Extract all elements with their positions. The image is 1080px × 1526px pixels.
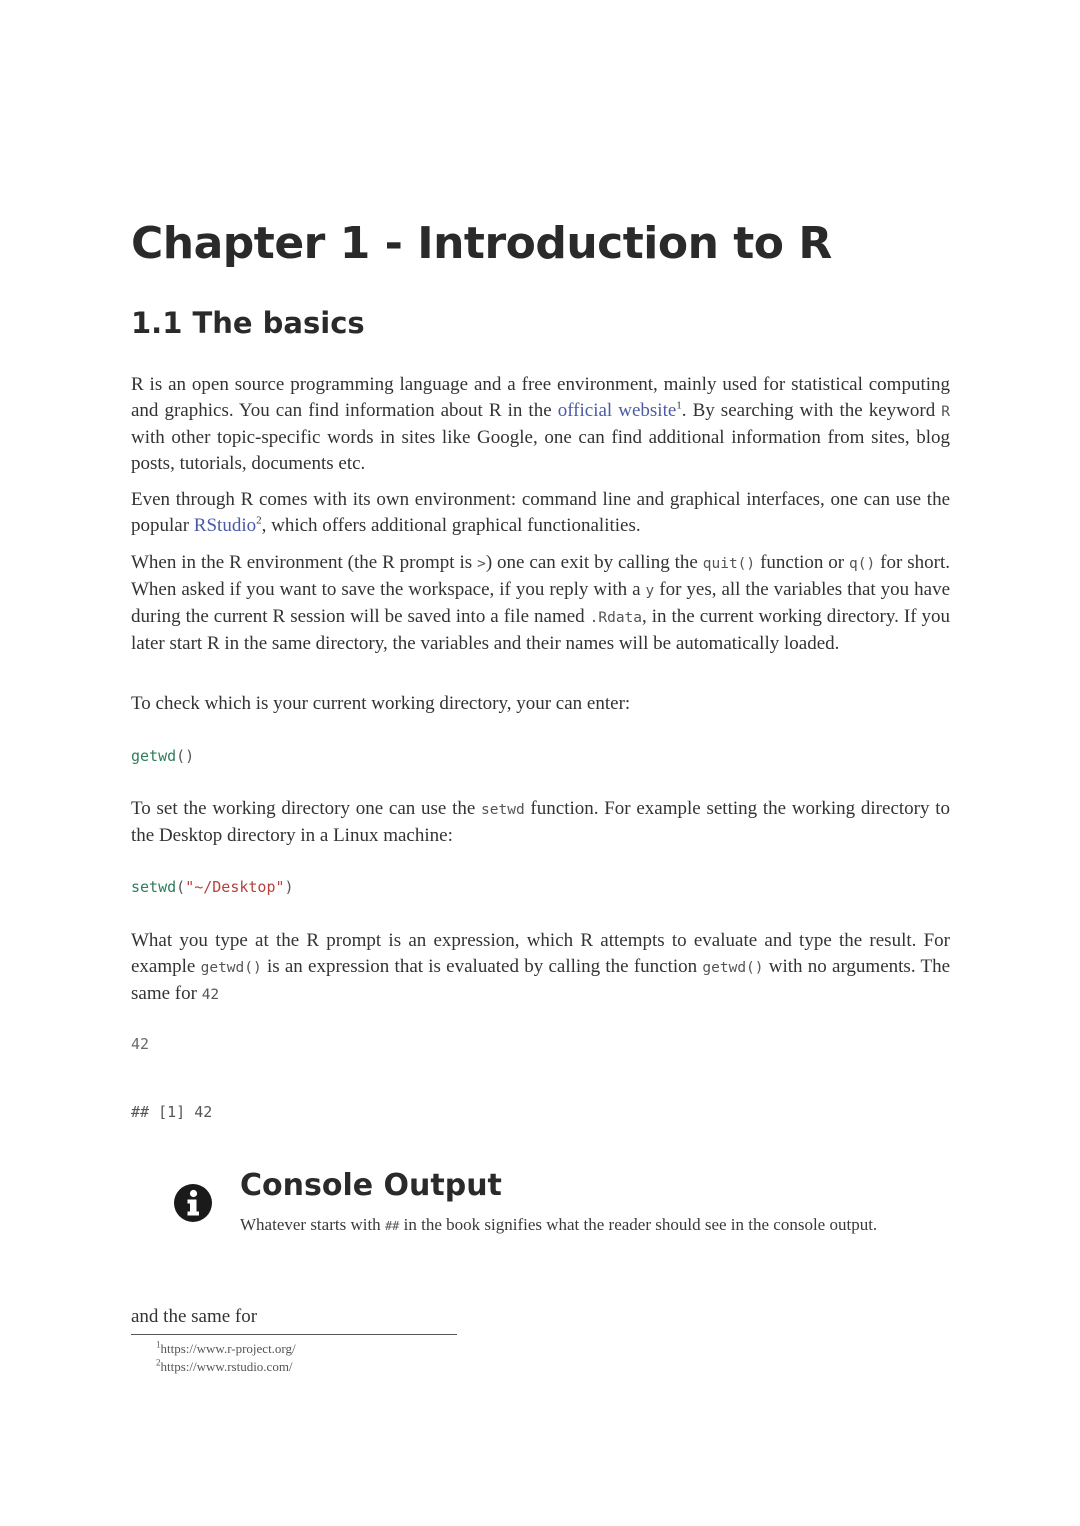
paragraph-and-same: and the same for bbox=[131, 1306, 258, 1327]
chapter-title: Chapter 1 - Introduction to R bbox=[131, 218, 832, 269]
footnote-divider bbox=[131, 1334, 457, 1335]
paragraph-setwd: To set the working directory one can use the setwd function. For example setting the working directory to the Desktop directory in a Linux machine: bbox=[131, 798, 950, 846]
code-block-getwd bbox=[131, 745, 194, 767]
inline-code-prompt: > bbox=[477, 556, 486, 572]
footnote-ref-2[interactable]: 2 bbox=[256, 514, 262, 527]
inline-code-getwd: getwd() bbox=[200, 960, 262, 976]
callout-body: Whatever starts with ## in the book signifies what the reader should see in the console output. bbox=[240, 1215, 878, 1234]
inline-code-42: 42 bbox=[201, 987, 220, 1003]
footnote-2: $^2$https://www.rstudio.com/ bbox=[156, 1357, 293, 1374]
official-website-link[interactable]: official website bbox=[557, 400, 677, 421]
code-function-name: getwd bbox=[131, 747, 177, 765]
footnote-ref-1[interactable]: 1 bbox=[676, 399, 682, 412]
inline-code-getwd: getwd() bbox=[702, 960, 764, 976]
code-function-name: setwd bbox=[131, 878, 177, 896]
paragraph-intro: R is an open source programming language and a free environment, mainly used for statistical computing and graphics. You can find information about R in the official website$^1$. By searching with the keyword R with other topic-specific words in sites like Google, one can find additional information from sites, blog posts, tutorials, documents etc. bbox=[131, 374, 951, 474]
code-open-paren: ( bbox=[176, 878, 186, 896]
paragraph-environment: When in the R environment (the R prompt is >) one can exit by calling the quit() function or q() for short. When asked if you want to save the workspace, if you reply with a y for yes, all the variables that you have during the current R session will be saved into a file named .Rdata, in the current working directory. If you later start R in the same directory, the variables and their names will be automatically loaded. bbox=[131, 552, 950, 654]
inline-code-setwd: setwd bbox=[481, 802, 525, 818]
inline-code-quit: quit() bbox=[702, 556, 756, 572]
code-block-setwd bbox=[131, 876, 294, 898]
inline-code-hash: ## bbox=[384, 1219, 400, 1233]
info-icon bbox=[173, 1183, 213, 1223]
paragraph-expression: What you type at the R prompt is an expression, which R attempts to evaluate and type the result. For example getwd() is an expression that is evaluated by calling the function getwd() with no arguments. The same for 42 bbox=[131, 930, 950, 1004]
inline-code-rdata: .Rdata bbox=[589, 610, 643, 626]
footnote-2-url[interactable]: https://www.rstudio.com/ bbox=[160, 1359, 293, 1374]
inline-code-r: R bbox=[941, 404, 951, 420]
rstudio-link[interactable]: RStudio bbox=[193, 515, 257, 536]
inline-code-y: y bbox=[645, 583, 655, 599]
console-output-block: ## [1] 42 bbox=[131, 1103, 213, 1121]
footnote-1-url[interactable]: https://www.r-project.org/ bbox=[160, 1341, 296, 1356]
paragraph-check-directory: To check which is your current working directory, your can enter: bbox=[131, 693, 631, 714]
inline-code-q: q() bbox=[849, 556, 876, 572]
code-string: "~/Desktop" bbox=[185, 878, 285, 896]
code-parens: () bbox=[176, 747, 195, 765]
callout-title: Console Output bbox=[240, 1168, 502, 1203]
code-block-42: 42 bbox=[131, 1035, 150, 1053]
paragraph-rstudio: Even through R comes with its own environment: command line and graphical interfaces, one can use the popular RStudio$^2$, which offers additional graphical functionalities. bbox=[131, 489, 950, 536]
section-title: 1.1 The basics bbox=[131, 306, 365, 340]
footnote-1: $^1$https://www.r-project.org/ bbox=[156, 1339, 296, 1356]
code-close-paren: ) bbox=[284, 878, 294, 896]
